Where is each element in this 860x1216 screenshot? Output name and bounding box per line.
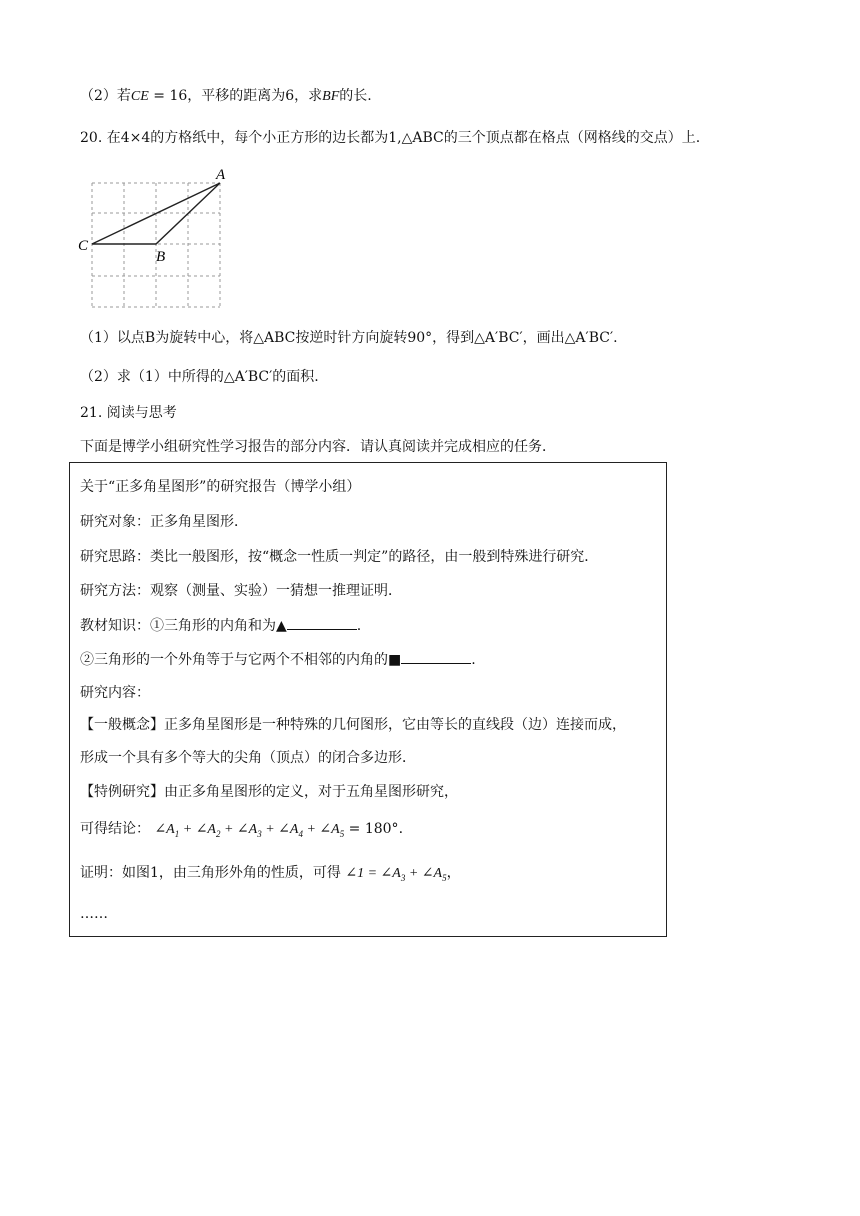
q20-part1: （1）以点B为旋转中心，将△ABC按逆时针方向旋转90°，得到△A′BC′，画出△A′BC′. [80,330,618,346]
label-a: A [216,167,226,183]
report-heading: 关于“正多角星图形”的研究报告（博学小组） [80,479,361,495]
report-concept-1: 【一般概念】正多角星图形是一种特殊的几何图形，它由等长的直线段（边）连接而成， [80,717,626,733]
q20-stem: 20. 在4×4的方格纸中，每个小正方形的边长都为1,△ABC的三个顶点都在格点（网格线的交点）上. [80,130,701,146]
report-idea: 研究思路：类比一般图形，按“概念一性质一判定”的路径，由一般到特殊进行研究． [80,549,599,565]
triangle-grid-figure [76,164,236,314]
report-proof: 证明：如图1，由三角形外角的性质，可得 ∠1 = $\angle A_3$ + $\angle A_5$， [80,865,461,883]
report-box [69,462,667,937]
blank-2 [401,649,471,664]
q21-intro: 下面是博学小组研究性学习报告的部分内容．请认真阅读并完成相应的任务． [80,439,556,455]
report-ellipsis: …… [80,906,108,922]
label-b: B [156,249,166,265]
report-object: 研究对象：正多角星图形． [80,514,248,530]
report-content-label: 研究内容： [80,685,150,701]
report-knowledge-1: 教材知识：①三角形的内角和为▲ . [80,615,361,636]
q20-part2: （2）求（1）中所得的△A′BC′的面积. [80,369,319,385]
label-c: C [78,238,89,254]
report-concept-2: 形成一个具有多个等大的尖角（顶点）的闭合多边形． [80,750,416,766]
report-special: 【特例研究】由正多角星图形的定义，对于五角星图形研究， [80,784,458,800]
report-knowledge-2: ②三角形的一个外角等于与它两个不相邻的内角的■ . [80,649,476,670]
blank-1 [287,615,357,630]
report-method: 研究方法：观察（测量、实验）一猜想一推理证明． [80,583,402,599]
q21-title: 21. 阅读与思考 [80,405,177,421]
report-conclusion: 可得结论： $\angle A_1$ + $\angle A_2$ + $\angle A_3$ + $\angle A_4$ + $\angle A_5 = 180^\circ$. [80,821,404,839]
q19-part2: （2）若CE = 16，平移的距离为6，求BF的长. [80,88,372,104]
